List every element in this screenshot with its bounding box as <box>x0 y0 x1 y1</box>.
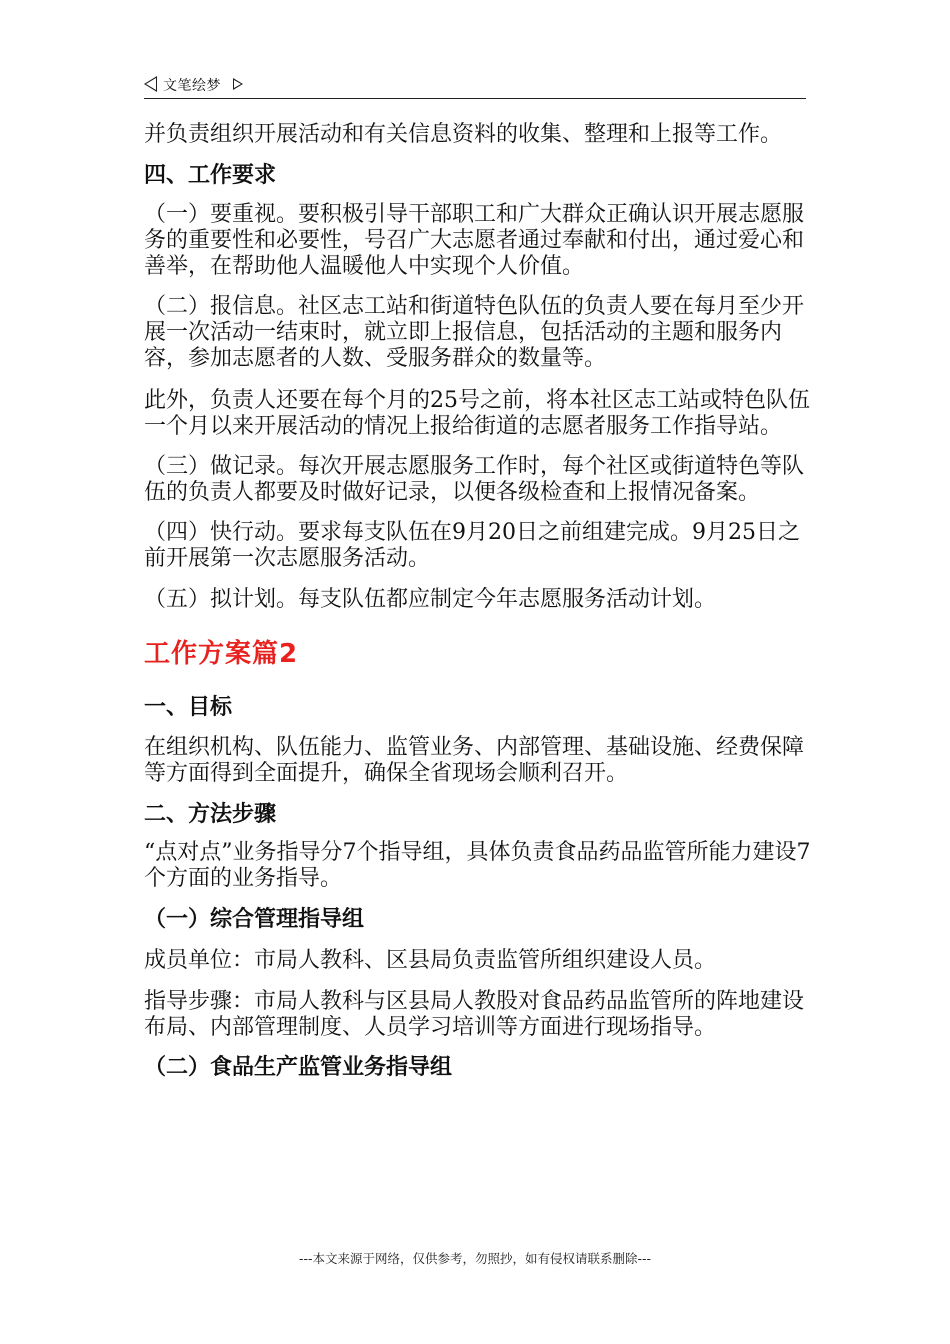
section-title-plan-2: 工作方案篇2 <box>144 639 299 669</box>
heading-group-2: （二）食品生产监管业务指导组 <box>144 1055 453 1080</box>
paragraph-goal: 在组织机构、队伍能力、监管业务、内部管理、基础设施、经费保障等方面得到全面提升，确保全省现场会顺利召开。 <box>144 735 805 786</box>
paragraph-group-1-steps: 指导步骤：市局人教科与区县局人教股对食品药品监管所的阵地建设布局、内部管理制度、人员学习培训等方面进行现场指导。 <box>144 989 805 1040</box>
document-body <box>144 122 812 1081</box>
paragraph-req-5: （五）拟计划。每支队伍都应制定今年志愿服务活动计划。 <box>144 587 717 612</box>
page-footer: ---本文来源于网络，仅供参考，勿照抄，如有侵权请联系删除--- <box>298 1251 652 1266</box>
paragraph-group-1-members: 成员单位：市局人教科、区县局负责监管所组织建设人员。 <box>144 948 717 973</box>
paragraph-continued: 并负责组织开展活动和有关信息资料的收集、整理和上报等工作。 <box>144 122 783 147</box>
paragraph-req-1: （一）要重视。要积极引导干部职工和广大群众正确认识开展志愿服务的重要性和必要性，号召广大志愿者通过奉献和付出，通过爱心和善举，在帮助他人温暖他人中实现个人价值。 <box>144 202 805 279</box>
paragraph-req-3: （三）做记录。每次开展志愿服务工作时，每个社区或街道特色等队伍的负责人都要及时做好记录，以便各级检查和上报情况备案。 <box>144 454 805 505</box>
heading-group-1: （一）综合管理指导组 <box>144 907 365 932</box>
heading-goal: 一、目标 <box>144 695 233 720</box>
triangle-right-icon <box>233 78 243 90</box>
paragraph-req-2: （二）报信息。社区志工站和街道特色队伍的负责人要在每月至少开展一次活动一结束时，就立即上报信息，包括活动的主题和服务内容，参加志愿者的人数、受服务群众的数量等。 <box>144 294 805 371</box>
header-brand: 文笔绘梦 <box>163 78 221 94</box>
heading-steps: 二、方法步骤 <box>144 802 277 827</box>
paragraph-steps: “点对点”业务指导分7个指导组，具体负责食品药品监管所能力建设7个方面的业务指导。 <box>144 840 811 891</box>
triangle-left-icon <box>144 76 157 92</box>
page-header <box>144 74 806 99</box>
paragraph-req-2b: 此外，负责人还要在每个月的25号之前，将本社区志工站或特色队伍一个月以来开展活动的情况上报给街道的志愿者服务工作指导站。 <box>144 388 810 439</box>
heading-work-requirements: 四、工作要求 <box>144 163 277 188</box>
paragraph-req-4: （四）快行动。要求每支队伍在9月20日之前组建完成。9月25日之前开展第一次志愿服务活动。 <box>144 520 800 571</box>
